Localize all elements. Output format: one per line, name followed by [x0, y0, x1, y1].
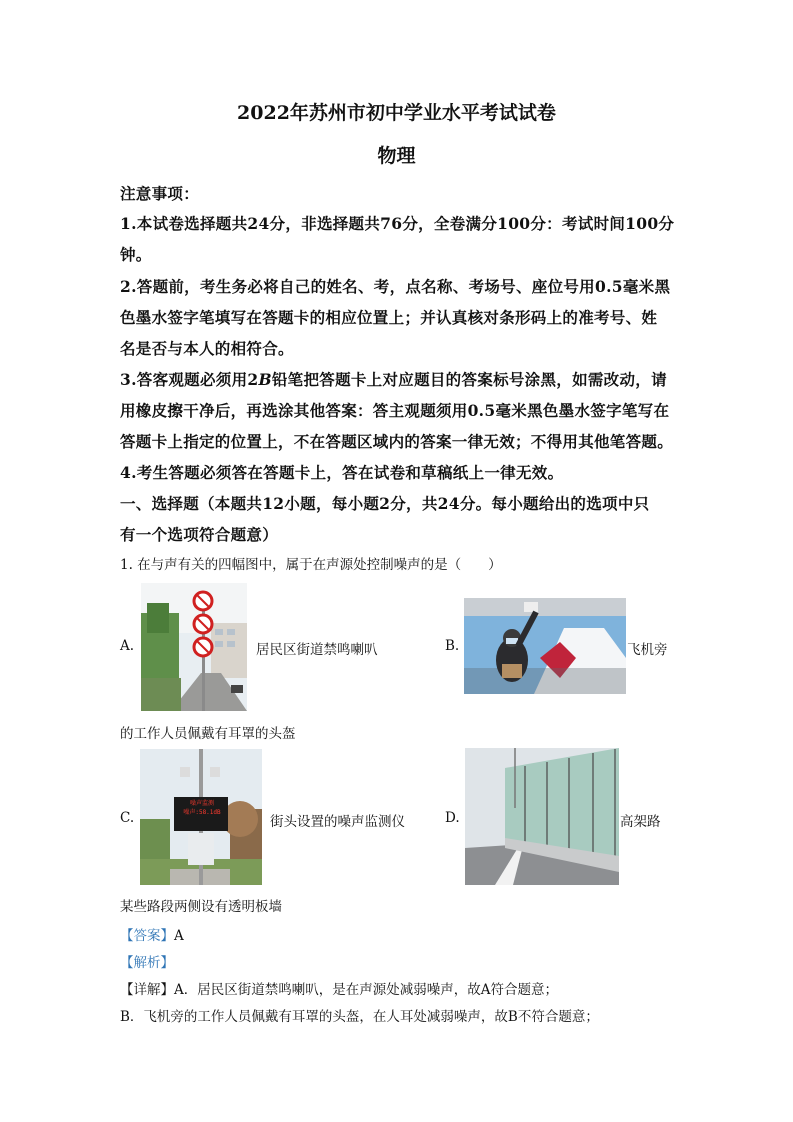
note-3-line-2: 用橡皮擦干净后，再选涂其他答案：答主观题须用0.5毫米黑色墨水签字笔写在 — [120, 401, 670, 420]
note-3-italic: B — [258, 370, 272, 389]
option-c-label: C. — [120, 810, 135, 826]
option-b-text: 飞机旁 — [627, 642, 668, 658]
option-a-text: 居民区街道禁鸣喇叭 — [256, 642, 378, 658]
option-b-photo — [464, 598, 626, 694]
section-heading-line-1: 一、选择题（本题共12小题，每小题2分，共24分。每小题给出的选项中只 — [120, 494, 650, 513]
option-c-photo — [140, 749, 262, 885]
answer-value: A — [174, 928, 184, 944]
answer-tag: 【答案】 — [120, 928, 174, 944]
noise-display-line-1: 噪声监测 — [189, 800, 214, 807]
exam-title: 2022年苏州市初中学业水平考试试卷 — [237, 102, 556, 124]
note-1-line-2: 钟。 — [120, 245, 152, 264]
option-d-photo — [465, 748, 619, 885]
answer-line — [120, 924, 184, 944]
option-c-text: 街头设置的噪声监测仪 — [270, 814, 405, 830]
option-d-text: 高架路 — [620, 814, 661, 830]
detail-tag: 【详解】 — [120, 982, 174, 998]
option-b-continuation: 的工作人员佩戴有耳罩的头盔 — [120, 726, 296, 742]
note-2-line-1: 2.答题前，考生务必将自己的姓名、考，点名称、考场号、座位号用0.5毫米黑 — [120, 277, 671, 296]
note-2-line-3: 名是否与本人的相符合。 — [120, 339, 294, 358]
exam-subject: 物理 — [377, 145, 416, 167]
note-1-line-1: 1.本试卷选择题共24分，非选择题共76分，全卷满分100分：考试时间100分 — [120, 214, 675, 233]
noise-monitor-display — [176, 799, 228, 817]
note-3-post: 铅笔把答题卡上对应题目的答案标号涂黑，如需改动，请 — [271, 370, 667, 389]
notes-heading: 注意事项： — [120, 184, 200, 203]
analysis-tag: 【解析】 — [120, 955, 174, 971]
question-stem: 1. 在与声有关的四幅图中，属于在声源处控制噪声的是（ ） — [120, 557, 502, 573]
note-3-pre: 3.答客观题必须用2 — [120, 370, 259, 389]
note-3-line-1 — [120, 368, 667, 390]
option-a-photo — [141, 583, 247, 711]
option-b-label: B. — [445, 638, 460, 654]
noise-display-line-2: 噪声:58.1dB — [183, 809, 221, 816]
detail-b-line: B．飞机旁的工作人员佩戴有耳罩的头盔，在人耳处减弱噪声，故B不符合题意； — [120, 1009, 599, 1025]
section-heading-line-2: 有一个选项符合题意） — [120, 525, 279, 544]
note-2-line-2: 色墨水签字笔填写在答题卡的相应位置上；并认真核对条形码上的准考号、姓 — [120, 308, 658, 327]
option-d-continuation: 某些路段两侧设有透明板墙 — [120, 899, 282, 915]
option-a-label: A. — [120, 638, 135, 654]
detail-a-text: A．居民区街道禁鸣喇叭，是在声源处减弱噪声，故A符合题意； — [174, 982, 558, 998]
detail-a-line — [120, 978, 558, 998]
option-d-label: D. — [445, 810, 460, 826]
note-4-line-1: 4.考生答题必须答在答题卡上，答在试卷和草稿纸上一律无效。 — [120, 463, 564, 482]
note-3-line-3: 答题卡上指定的位置上，不在答题区域内的答案一律无效；不得用其他笔答题。 — [120, 432, 674, 451]
